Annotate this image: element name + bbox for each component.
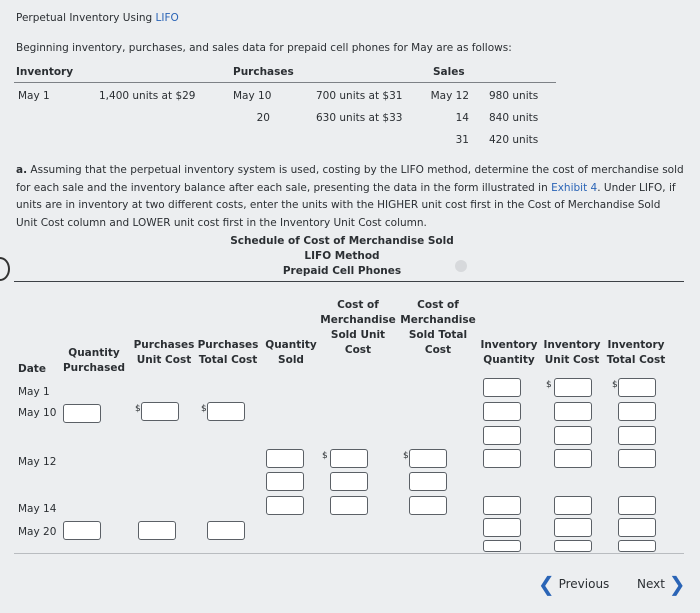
inventory-unit-cost-input[interactable] [554,402,592,421]
quantity-purchased-input[interactable] [63,521,101,540]
col-purchases-total-cost: Purchases Total Cost [197,339,259,366]
purchases-unit-cost-input[interactable] [138,521,176,540]
bottom-rule [14,553,684,554]
purchase-date: May 10 [233,90,272,102]
sale-date: 31 [455,134,469,146]
cms-total-cost-input[interactable] [409,449,447,468]
inventory-total-cost-input[interactable] [618,518,656,537]
quantity-sold-input[interactable] [266,496,304,515]
dollar-sign: $ [322,451,328,461]
chevron-right-icon: ❯ [668,572,686,596]
col-cms-total-cost: Cost of Merchandise Sold Total Cost [400,299,476,356]
sales-header: Sales [433,66,465,78]
inventory-quantity-input[interactable] [483,426,521,445]
purchase-date: 20 [256,112,270,124]
collapse-icon [0,257,10,281]
quantity-purchased-input[interactable] [63,404,101,423]
inventory-total-cost-input[interactable] [618,402,656,421]
exhibit-link[interactable]: Exhibit 4 [551,181,598,194]
row-date: May 20 [18,526,57,538]
info-icon [455,260,467,272]
cms-unit-cost-input[interactable] [330,496,368,515]
next-button[interactable]: Next ❯ [637,572,686,596]
sale-units: 980 units [489,90,539,102]
cms-total-cost-input[interactable] [409,496,447,515]
dollar-sign: $ [612,380,618,390]
purchases-total-cost-input[interactable] [207,521,245,540]
chevron-left-icon: ❮ [538,572,555,596]
cms-total-cost-input[interactable] [409,472,447,491]
schedule-method: LIFO Method [304,250,380,262]
inventory-total-cost-input[interactable] [618,449,656,468]
col-inventory-total-cost: Inventory Total Cost [606,339,666,366]
cms-unit-cost-input[interactable] [330,472,368,491]
inventory-total-cost-input[interactable] [618,540,656,552]
inventory-quantity-input[interactable] [483,540,521,552]
col-quantity-sold: Quantity Sold [265,339,317,366]
col-purchases-unit-cost: Purchases Unit Cost [133,339,195,366]
inventory-total-cost-input[interactable] [618,426,656,445]
sale-units: 840 units [489,112,539,124]
sale-date: May 12 [430,90,469,102]
inventory-unit-cost-input[interactable] [554,540,592,552]
inventory-quantity-input[interactable] [483,518,521,537]
quantity-sold-input[interactable] [266,449,304,468]
page-title: Perpetual Inventory Using LIFO [16,12,179,24]
row-date: May 10 [18,407,57,419]
purchase-desc: 630 units at $33 [316,112,403,124]
inventory-quantity-input[interactable] [483,378,521,397]
col-inventory-quantity: Inventory Quantity [480,339,538,366]
purchases-total-cost-input[interactable] [207,402,245,421]
schedule-title: Schedule of Cost of Merchandise Sold [230,235,454,247]
inventory-desc: 1,400 units at $29 [99,90,196,102]
row-date: May 12 [18,456,57,468]
inventory-unit-cost-input[interactable] [554,518,592,537]
dollar-sign: $ [546,380,552,390]
inventory-date: May 1 [18,90,50,102]
inventory-quantity-input[interactable] [483,402,521,421]
inventory-total-cost-input[interactable] [618,378,656,397]
col-cms-unit-cost: Cost of Merchandise Sold Unit Cost [320,299,396,356]
question-text: a. Assuming that the perpetual inventory system is used, costing by the LIFO method, determine the cost of merchandise sold for each sale and the inventory balance after each sale, presenting the data in the form illustrated in Exhibit 4. Under LIFO, if units are in inventory at two different costs, enter the units with the HIGHER unit cost first in the Cost of Merchandise Sold Unit Cost column and LOWER unit cost first in the Inventory Unit Cost column. [16,164,684,229]
sale-date: 14 [455,112,469,124]
inventory-unit-cost-input[interactable] [554,496,592,515]
schedule-product: Prepaid Cell Phones [282,265,402,277]
col-quantity-purchased: Quantity Purchased [62,347,126,374]
inventory-quantity-input[interactable] [483,449,521,468]
purchase-desc: 700 units at $31 [316,90,403,102]
quantity-sold-input[interactable] [266,472,304,491]
row-date: May 14 [18,503,57,515]
cms-unit-cost-input[interactable] [330,449,368,468]
dollar-sign: $ [201,404,207,414]
inventory-header: Inventory [16,66,74,78]
intro-text: Beginning inventory, purchases, and sales data for prepaid cell phones for May are as follows: [16,42,512,54]
inventory-quantity-input[interactable] [483,496,521,515]
inventory-unit-cost-input[interactable] [554,378,592,397]
inventory-unit-cost-input[interactable] [554,449,592,468]
inventory-total-cost-input[interactable] [618,496,656,515]
inventory-unit-cost-input[interactable] [554,426,592,445]
row-date: May 1 [18,386,50,398]
schedule-rule [14,281,684,282]
col-inventory-unit-cost: Inventory Unit Cost [543,339,601,366]
purchases-unit-cost-input[interactable] [141,402,179,421]
col-date: Date [18,363,46,375]
previous-button[interactable]: ❮ Previous [538,572,610,596]
purchases-header: Purchases [233,66,294,78]
dollar-sign: $ [403,451,409,461]
data-table-rule [14,82,556,83]
dollar-sign: $ [135,404,141,414]
sale-units: 420 units [489,134,539,146]
